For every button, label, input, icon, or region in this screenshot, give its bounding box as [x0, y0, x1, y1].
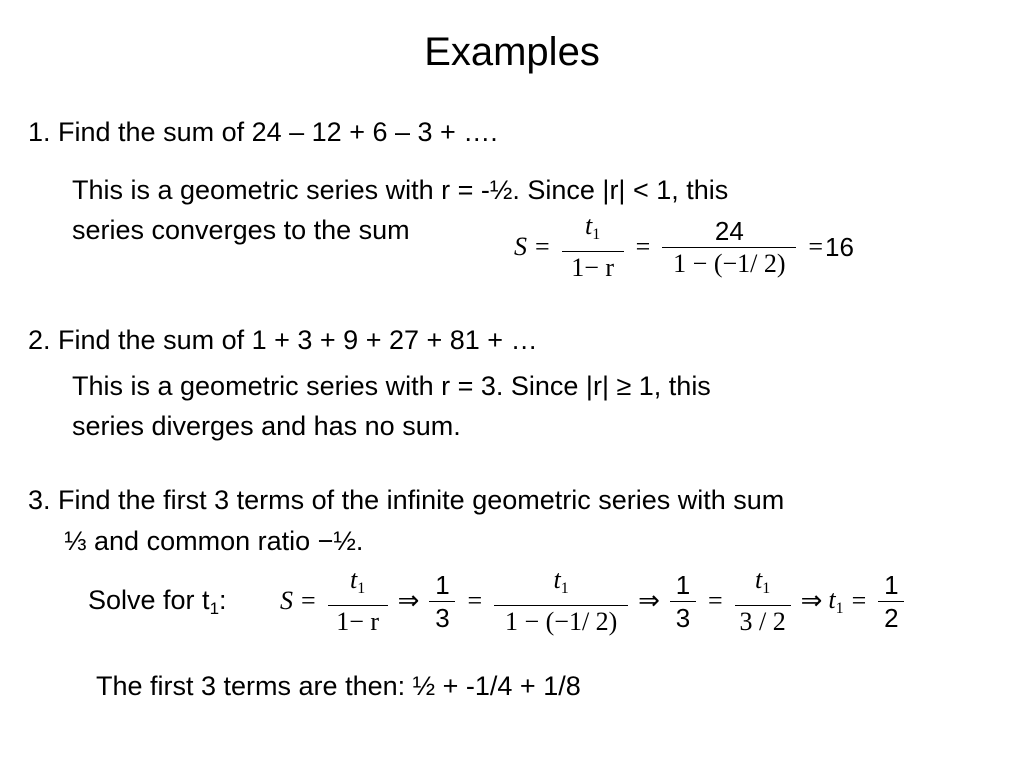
implies-arrow: ⇒ — [800, 586, 823, 615]
fraction-denominator: 1 − (−1/ 2) — [504, 607, 618, 636]
fraction-denominator: 3 / 2 — [739, 607, 786, 636]
fraction-denominator: 1− r — [336, 607, 380, 636]
example-1-line-2: series converges to the sum — [72, 215, 410, 245]
fraction-numerator: 1 — [429, 569, 455, 602]
fraction-numerator: $t_1$ — [328, 564, 388, 606]
fraction-t1-over-1-minus-r — [562, 210, 624, 284]
fraction-numerator: $t_1$ — [562, 210, 624, 252]
sum-result: 16 — [825, 231, 854, 262]
fraction-numerator: 1 — [670, 569, 696, 602]
fraction-denominator: 2 — [884, 602, 899, 633]
fraction-denominator: 3 — [675, 602, 691, 633]
solve-label: Solve for t1: — [88, 585, 227, 618]
fraction-24-over-expression — [662, 215, 796, 280]
equals-sign: = — [467, 586, 483, 615]
fraction-t1-over-expression — [494, 564, 628, 638]
equals-sign: = — [635, 232, 651, 261]
fraction-denominator: 3 — [435, 602, 450, 633]
example-3-question-line-1: 3. Find the first 3 terms of the infinite geometric series with sum — [28, 485, 785, 515]
fraction-numerator: $t_1$ — [494, 564, 628, 606]
fraction-denominator: 1 − (−1/ 2) — [673, 248, 786, 278]
equals-sign: = — [707, 586, 723, 615]
equals-sign: = — [301, 586, 316, 615]
implies-arrow: ⇒ — [638, 586, 660, 615]
sum-symbol: S — [514, 232, 527, 261]
equals-sign: = — [535, 232, 550, 261]
equals-sign: = — [808, 232, 824, 261]
example-3-question-line-2: ⅓ and common ratio −½. — [64, 526, 364, 556]
example-2-question: 2. Find the sum of 1 + 3 + 9 + 27 + 81 + … — [28, 325, 538, 355]
implies-arrow: ⇒ — [397, 586, 420, 615]
t1-symbol: $t_1$ — [828, 584, 844, 617]
fraction-one-third — [429, 569, 455, 634]
example-1-sum-formula — [514, 210, 854, 284]
fraction-denominator: 1− r — [571, 253, 615, 282]
example-3-conclusion: The first 3 terms are then: ½ + -1/4 + 1/8 — [96, 671, 581, 701]
example-1-question: 1. Find the sum of 24 – 12 + 6 – 3 + …. — [28, 117, 498, 147]
fraction-numerator: 1 — [878, 569, 904, 602]
slide-title: Examples — [424, 30, 600, 74]
fraction-t1-over-1-minus-r — [328, 564, 388, 638]
fraction-one-third — [670, 569, 696, 634]
fraction-t1-over-three-halves — [735, 564, 791, 638]
fraction-one-half — [878, 569, 904, 634]
example-1-line-1: This is a geometric series with r = -½. Since |r| < 1, this — [72, 175, 729, 205]
example-2-line-1: This is a geometric series with r = 3. Since |r| ≥ 1, this — [72, 371, 711, 401]
sum-symbol: S — [280, 586, 293, 615]
fraction-numerator: 24 — [662, 215, 796, 248]
example-2-line-2: series diverges and has no sum. — [72, 411, 461, 441]
example-3-equation-chain — [280, 564, 908, 638]
equals-sign: = — [851, 586, 867, 615]
fraction-numerator: $t_1$ — [735, 564, 791, 606]
